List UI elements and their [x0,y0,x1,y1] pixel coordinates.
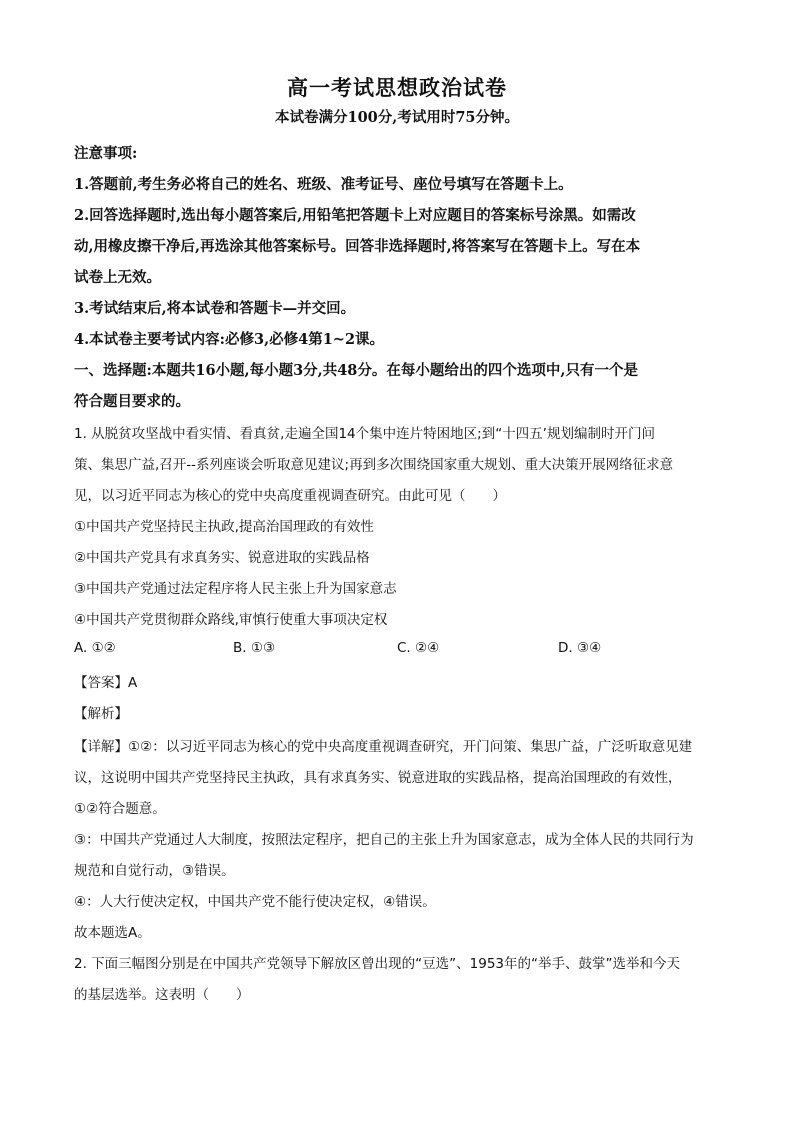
option-d: D. ③④ [558,640,602,656]
statement: ①中国共产党坚持民主执政,提高治国理政的有效性 [74,519,374,535]
detail-text: ③：中国共产党通过人大制度，按照法定程序，把自己的主张上升为国家意志，成为全体人民的共同行为 [74,832,694,848]
option-c: C. ②④ [397,640,440,656]
option-b: B. ①③ [233,640,276,656]
detail-label: 【详解】 [74,739,128,755]
statement: ②中国共产党具有求真务实、锐意进取的实践品格 [74,550,370,566]
detail-text: ④：人大行使决定权，中国共产党不能行使决定权，④错误。 [74,894,436,910]
statement: ④中国共产党贯彻群众路线,审慎行使重大事项决定权 [74,612,388,628]
detail-line [74,735,692,755]
detail-text: 规范和自觉行动，③错误。 [74,863,235,879]
answer-line [74,671,137,691]
section-heading-cont: 符合题目要求的。 [74,393,190,410]
notice-item: 1.答题前,考生务必将自己的姓名、班级、准考证号、座位号填写在答题卡上。 [74,176,573,193]
notice-heading: 注意事项: [74,145,138,162]
question-2-stem: 2. 下面三幅图分别是在中国共产党领导下解放区曾出现的“豆选”、1953年的“举手、鼓掌”选举和今天 [74,956,681,972]
section-heading: 一、选择题:本题共16小题,每小题3分,共48分。在每小题给出的四个选项中,只有一个是 [74,362,638,379]
question-1-stem: 1. 从脱贫攻坚战中看实情、看真贫,走遍全国14个集中连片特困地区;到“十四五’规划编制时开门问 [74,426,655,442]
notice-item: 4.本试卷主要考试内容:必修3,必修4第1~2课。 [74,331,385,348]
detail-text: ①②：以习近平同志为核心的党中央高度重视调查研究，开门问策、集思广益，广泛听取意见建 [128,739,693,755]
question-1-stem: 见，以习近平同志为核心的党中央高度重视调查研究。由此可见（ ） [74,488,506,504]
notice-item: 动,用橡皮擦干净后,再选涂其他答案标号。回答非选择题时,将答案写在答题卡上。写在本 [74,238,641,255]
statement: ③中国共产党通过法定程序将人民主张上升为国家意志 [74,581,397,597]
detail-text: 故本题选A。 [74,925,151,941]
question-1-stem: 策、集思广益,召开--系列座谈会听取意见建议;再到多次围绕国家重大规划、重大决策开展网络征求意 [74,457,674,473]
notice-item: 2.回答选择题时,选出每小题答案后,用铅笔把答题卡上对应题目的答案标号涂黑。如需改 [74,207,636,224]
answer-value: A [128,675,138,691]
notice-item: 试卷上无效。 [74,269,161,286]
page-title: 高一考试思想政治试卷 [287,75,507,100]
detail-text: 议，这说明中国共产党坚持民主执政，具有求真务实、锐意进取的实践品格，提高治国理政的有效性， [74,770,682,786]
question-2-stem: 的基层选举。这表明（ ） [74,987,250,1003]
notice-item: 3.考试结束后,将本试卷和答题卡—并交回。 [74,300,356,317]
option-a: A. ①② [74,640,116,656]
detail-text: ①②符合题意。 [74,801,166,817]
page-subtitle: 本试卷满分100分,考试用时75分钟。 [275,109,519,126]
answer-label: 【答案】 [74,675,128,691]
analysis-label: 【解析】 [74,706,128,722]
